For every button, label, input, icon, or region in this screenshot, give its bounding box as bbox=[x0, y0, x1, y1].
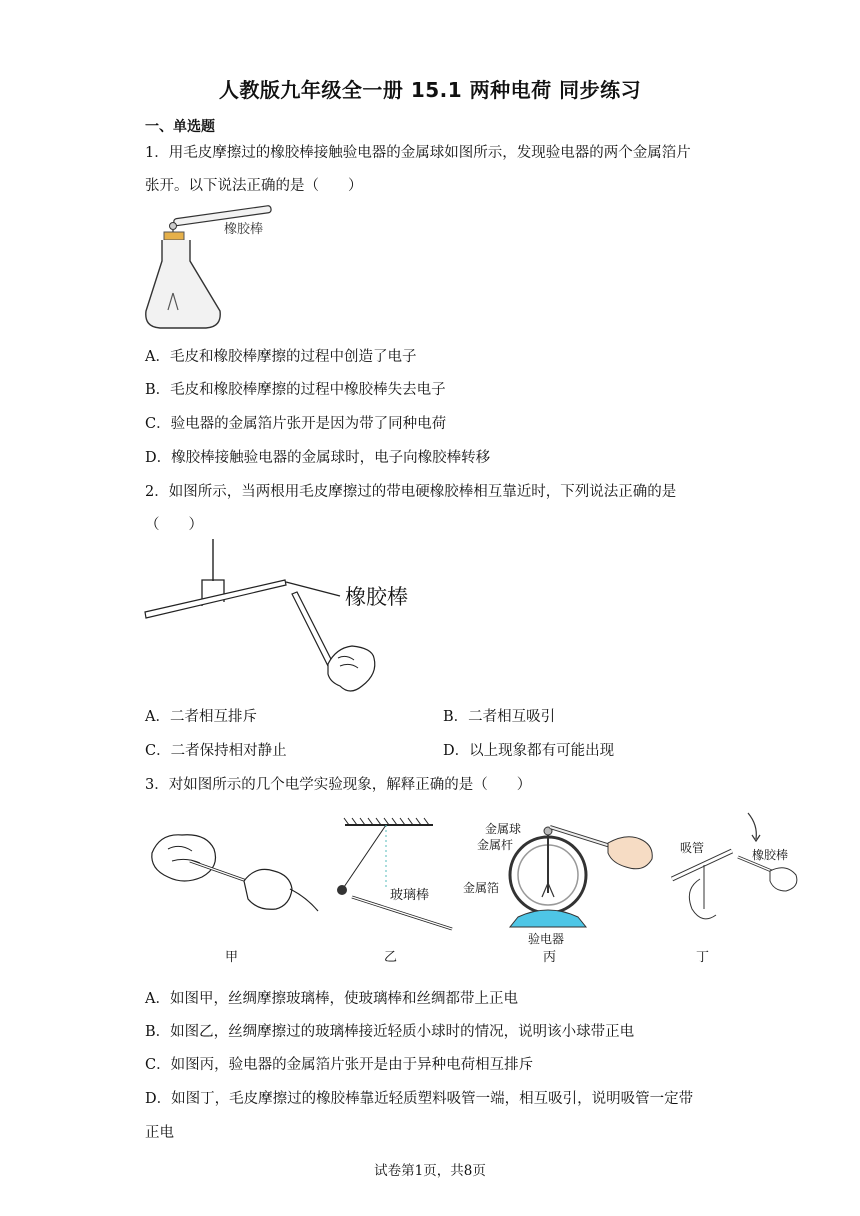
q2-option-c[interactable]: C．二者保持相对静止 bbox=[145, 743, 287, 759]
q3-option-c[interactable]: C．如图丙，验电器的金属箔片张开是由于异种电荷相互排斥 bbox=[145, 1057, 534, 1073]
label-ding: 丁 bbox=[696, 950, 710, 965]
label-bing: 丙 bbox=[543, 950, 557, 965]
q2-option-b[interactable]: B．二者相互吸引 bbox=[443, 709, 556, 725]
label-electroscope: 验电器 bbox=[528, 932, 565, 946]
q3-experiments-figure bbox=[140, 805, 805, 970]
q2-stem-line2: （ ） bbox=[145, 517, 203, 533]
q1-option-c[interactable]: C．验电器的金属箔片张开是因为带了同种电荷 bbox=[145, 416, 447, 432]
q2-stem-line1: 2．如图所示，当两根用毛皮摩擦过的带电硬橡胶棒相互靠近时，下列说法正确的是 bbox=[145, 484, 677, 500]
label-straw: 吸管 bbox=[680, 841, 705, 855]
q1-option-a[interactable]: A．毛皮和橡胶棒摩擦的过程中创造了电子 bbox=[145, 349, 417, 365]
section-heading: 一、单选题 bbox=[145, 119, 215, 135]
q1-stem-line2: 张开。以下说法正确的是（ ） bbox=[145, 178, 363, 194]
figure-jia bbox=[152, 835, 318, 965]
label-jia: 甲 bbox=[225, 950, 239, 965]
label-metal-rod: 金属杆 bbox=[477, 838, 514, 852]
q2-option-a[interactable]: A．二者相互排斥 bbox=[145, 709, 257, 725]
q1-option-b[interactable]: B．毛皮和橡胶棒摩擦的过程中橡胶棒失去电子 bbox=[145, 382, 446, 398]
q3-option-d[interactable]: D．如图丁，毛皮摩擦过的橡胶棒靠近轻质塑料吸管一端，相互吸引，说明吸管一定带 bbox=[145, 1091, 694, 1107]
page-footer: 试卷第1页，共8页 bbox=[374, 1163, 486, 1179]
page-title: 人教版九年级全一册 15.1 两种电荷 同步练习 bbox=[218, 78, 642, 102]
label-metal-foil: 金属箔 bbox=[463, 881, 500, 895]
q1-stem-line1: 1．用毛皮摩擦过的橡胶棒接触验电器的金属球如图所示，发现验电器的两个金属箔片 bbox=[145, 145, 691, 161]
q3-option-a[interactable]: A．如图甲，丝绸摩擦玻璃棒，使玻璃棒和丝绸都带上正电 bbox=[145, 991, 518, 1007]
q3-option-b[interactable]: B．如图乙，丝绸摩擦过的玻璃棒接近轻质小球时的情况，说明该小球带正电 bbox=[145, 1024, 635, 1040]
q2-rubber-rods-figure bbox=[140, 536, 440, 700]
label-glass-rod: 玻璃棒 bbox=[390, 888, 430, 903]
figure-bing bbox=[463, 821, 652, 965]
figure-yi bbox=[337, 818, 452, 965]
figure-ding bbox=[672, 813, 797, 965]
q3-option-d-continued: 正电 bbox=[145, 1125, 174, 1141]
q1-electroscope-figure bbox=[140, 205, 300, 335]
q1-figure-label: 橡胶棒 bbox=[224, 222, 264, 237]
q1-option-d[interactable]: D．橡胶棒接触验电器的金属球时，电子向橡胶棒转移 bbox=[145, 450, 491, 466]
label-rubber-rod: 橡胶棒 bbox=[752, 848, 789, 862]
q2-figure-label: 橡胶棒 bbox=[345, 585, 408, 609]
q2-option-d[interactable]: D．以上现象都有可能出现 bbox=[443, 743, 615, 759]
label-yi: 乙 bbox=[384, 950, 398, 965]
label-metal-ball: 金属球 bbox=[485, 822, 522, 836]
q3-stem: 3．对如图所示的几个电学实验现象，解释正确的是（ ） bbox=[145, 777, 532, 793]
